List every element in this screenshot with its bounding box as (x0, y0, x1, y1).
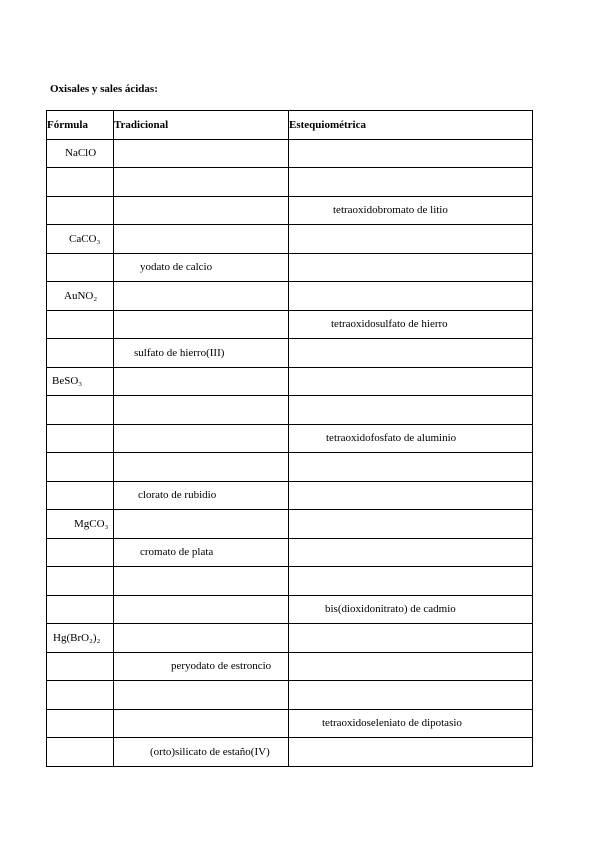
cell-stoichiometric (289, 567, 533, 596)
cell-stoichiometric (289, 624, 533, 653)
cell-traditional (114, 424, 289, 453)
table-row (47, 538, 533, 567)
cell-formula (47, 567, 114, 596)
table-row (47, 168, 533, 197)
table-row (47, 196, 533, 225)
cell-formula (47, 310, 114, 339)
cell-traditional: yodato de calcio (114, 253, 289, 282)
cell-formula (47, 481, 114, 510)
page-title: Oxisales y sales ácidas: (50, 83, 158, 95)
table-row (47, 681, 533, 710)
cell-formula (47, 738, 114, 767)
cell-formula: AuNO₂ (47, 282, 114, 311)
table-row (47, 339, 533, 368)
cell-traditional: peryodato de estroncio (114, 652, 289, 681)
cell-formula (47, 681, 114, 710)
header-stoichiometric: Estequiométrica (289, 111, 533, 140)
cell-formula (47, 168, 114, 197)
header-traditional: Tradicional (114, 111, 289, 140)
nomenclature-table (46, 110, 533, 767)
cell-formula (47, 424, 114, 453)
table-row (47, 624, 533, 653)
cell-stoichiometric (289, 510, 533, 539)
cell-traditional (114, 624, 289, 653)
cell-traditional (114, 453, 289, 482)
cell-traditional: sulfato de hierro(III) (114, 339, 289, 368)
cell-traditional (114, 709, 289, 738)
cell-stoichiometric (289, 396, 533, 425)
cell-traditional (114, 168, 289, 197)
cell-stoichiometric: tetraoxidosulfato de hierro (289, 310, 533, 339)
table-row (47, 595, 533, 624)
cell-formula (47, 538, 114, 567)
cell-formula (47, 396, 114, 425)
table-row (47, 139, 533, 168)
table-header-row (47, 111, 533, 140)
table-row (47, 253, 533, 282)
table-row (47, 310, 533, 339)
cell-formula (47, 339, 114, 368)
cell-stoichiometric (289, 339, 533, 368)
cell-traditional (114, 595, 289, 624)
cell-stoichiometric (289, 253, 533, 282)
cell-stoichiometric (289, 282, 533, 311)
cell-formula: MgCO₃ (47, 510, 114, 539)
cell-formula (47, 453, 114, 482)
cell-traditional (114, 510, 289, 539)
cell-traditional: cromato de plata (114, 538, 289, 567)
cell-formula (47, 652, 114, 681)
cell-formula (47, 196, 114, 225)
cell-traditional (114, 396, 289, 425)
cell-traditional (114, 225, 289, 254)
cell-traditional: (orto)silicato de estaño(IV) (114, 738, 289, 767)
cell-formula: CaCO₃ (47, 225, 114, 254)
cell-formula (47, 595, 114, 624)
cell-stoichiometric: tetraoxidobromato de litio (289, 196, 533, 225)
cell-traditional: clorato de rubidio (114, 481, 289, 510)
table-row (47, 481, 533, 510)
cell-traditional (114, 282, 289, 311)
table-row (47, 453, 533, 482)
cell-traditional (114, 139, 289, 168)
cell-formula: Hg(BrO₂)₂ (47, 624, 114, 653)
cell-stoichiometric (289, 652, 533, 681)
table-row (47, 652, 533, 681)
cell-formula: BeSO₃ (47, 367, 114, 396)
table-row (47, 396, 533, 425)
table-row (47, 567, 533, 596)
table-row (47, 367, 533, 396)
table-row (47, 709, 533, 738)
cell-stoichiometric (289, 453, 533, 482)
cell-stoichiometric (289, 168, 533, 197)
table-row (47, 424, 533, 453)
table-row (47, 738, 533, 767)
table-row (47, 282, 533, 311)
cell-traditional (114, 367, 289, 396)
cell-stoichiometric (289, 538, 533, 567)
cell-traditional (114, 681, 289, 710)
cell-stoichiometric (289, 481, 533, 510)
cell-formula (47, 709, 114, 738)
cell-stoichiometric: tetraoxidofosfato de aluminio (289, 424, 533, 453)
table-row (47, 225, 533, 254)
cell-stoichiometric (289, 738, 533, 767)
cell-traditional (114, 310, 289, 339)
cell-stoichiometric: bis(dioxidonitrato) de cadmio (289, 595, 533, 624)
header-formula: Fórmula (47, 111, 114, 140)
cell-stoichiometric (289, 367, 533, 396)
cell-formula (47, 253, 114, 282)
cell-formula: NaClO (47, 139, 114, 168)
cell-stoichiometric: tetraoxidoseleniato de dipotasio (289, 709, 533, 738)
table-row (47, 510, 533, 539)
cell-stoichiometric (289, 225, 533, 254)
cell-traditional (114, 567, 289, 596)
cell-stoichiometric (289, 139, 533, 168)
cell-stoichiometric (289, 681, 533, 710)
cell-traditional (114, 196, 289, 225)
